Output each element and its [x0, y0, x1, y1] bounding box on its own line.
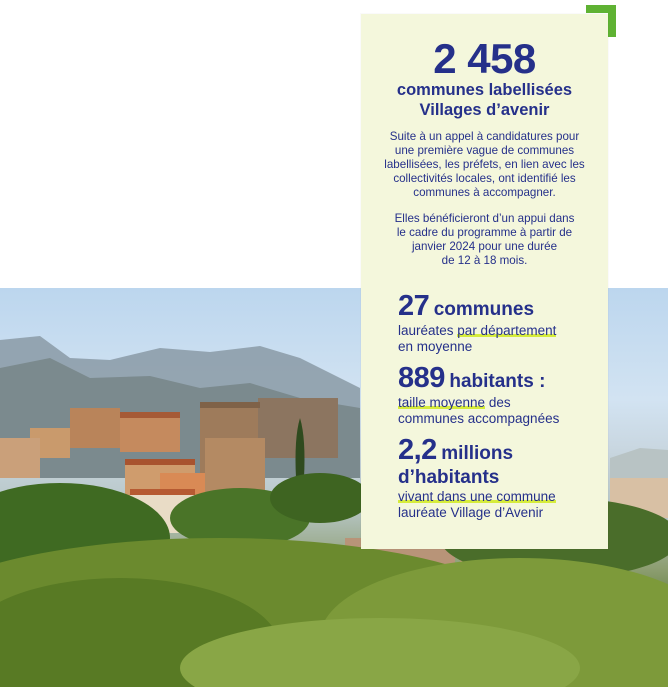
- stat-number: 2,2: [398, 434, 437, 466]
- stat-highlight: par département: [457, 323, 557, 338]
- stat-desc-line2: lauréate Village d’Avenir: [398, 505, 544, 520]
- stat-unit: habitants :: [449, 371, 546, 392]
- stat-highlight: taille moyenne: [398, 395, 486, 410]
- info-card: [361, 14, 608, 549]
- stat-desc: lauréates: [398, 323, 458, 338]
- stat-communes-per-department: [398, 290, 603, 355]
- stat-unit-line2: d’habitants: [398, 467, 500, 488]
- stat-highlight: vivant dans une commune: [398, 489, 556, 504]
- support-paragraph: Elles bénéficieront d’un appui dans le cadre du programme à partir de janvier 2024 pour une durée de 12 à 18 mois.: [394, 212, 575, 267]
- stat-number: 27: [398, 290, 430, 322]
- headline-number: 2 458: [433, 35, 536, 82]
- stat-million-inhabitants: [398, 434, 603, 521]
- stat-desc-line2: en moyenne: [398, 339, 473, 354]
- stat-desc: des: [485, 395, 511, 410]
- stat-average-inhabitants: [398, 362, 603, 427]
- stat-desc-line2: communes accompagnées: [398, 411, 560, 426]
- intro-paragraph: Suite à un appel à candidatures pour une première vague de communes labellisées, les préfets, en lien avec les collectivités locales, ont identifié les communes à accompagner.: [384, 130, 585, 199]
- stat-number: 889: [398, 362, 445, 394]
- stat-unit: millions: [441, 443, 514, 464]
- headline-label: communes labellisées Villages d’avenir: [396, 81, 573, 119]
- stat-unit: communes: [433, 299, 535, 320]
